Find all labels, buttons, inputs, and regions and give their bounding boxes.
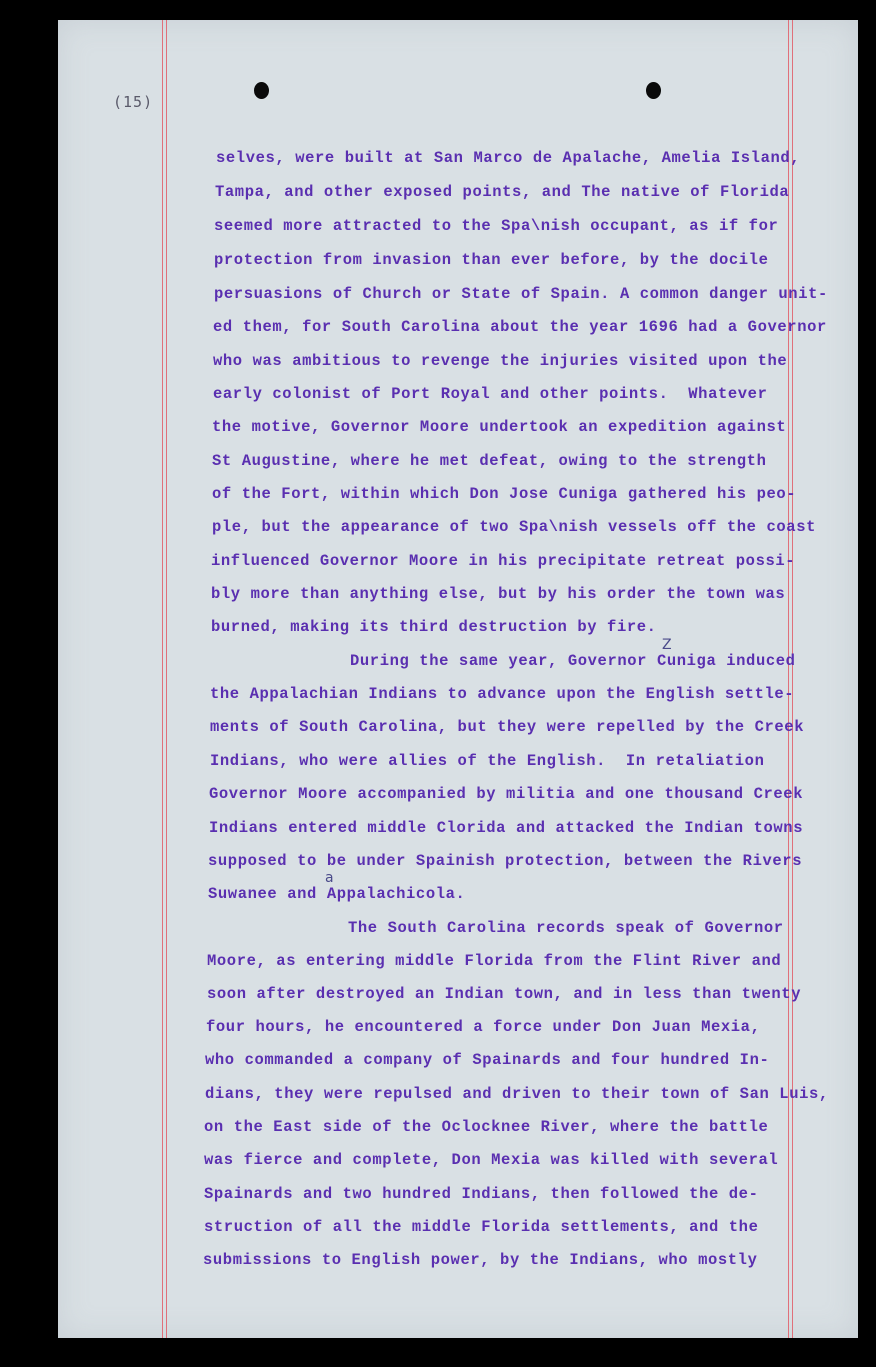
- left-margin-line-outer: [162, 20, 163, 1338]
- text-line: supposed to be under Spainish protection, between the Rivers: [208, 852, 803, 870]
- text-line: struction of all the middle Florida settlements, and the: [204, 1218, 759, 1236]
- text-line: ple, but the appearance of two Spa\nish vessels off the coast: [212, 518, 816, 536]
- text-line: on the East side of the Oclocknee River, where the battle: [204, 1118, 769, 1136]
- text-line: the Appalachian Indians to advance upon the English settle-: [210, 685, 795, 703]
- text-line: of the Fort, within which Don Jose Cuniga gathered his peo-: [212, 485, 797, 503]
- punch-hole-left: [254, 82, 269, 99]
- text-line: early colonist of Port Royal and other points. Whatever: [213, 385, 768, 403]
- right-margin-line-inner: [792, 20, 793, 1338]
- text-line: St Augustine, where he met defeat, owing to the strength: [212, 452, 767, 470]
- text-line: Indians, who were allies of the English. In retaliation: [210, 752, 765, 770]
- text-line: was fierce and complete, Don Mexia was killed with several: [204, 1151, 779, 1169]
- text-line: the motive, Governor Moore undertook an expedition against: [212, 418, 787, 436]
- text-line: Suwanee and Appalachicola.: [208, 885, 466, 903]
- text-line: persuasions of Church or State of Spain. A common danger unit-: [214, 285, 828, 303]
- text-line: burned, making its third destruction by fire.: [211, 618, 657, 636]
- text-line: who commanded a company of Spainards and four hundred In-: [205, 1051, 770, 1069]
- text-line: Tampa, and other exposed points, and The native of Florida: [215, 183, 790, 201]
- text-line: Governor Moore accompanied by militia and one thousand Creek: [209, 785, 804, 803]
- text-line: ments of South Carolina, but they were repelled by the Creek: [210, 718, 805, 736]
- text-line: The South Carolina records speak of Governor: [348, 919, 784, 937]
- text-line: ed them, for South Carolina about the year 1696 had a Governor: [213, 318, 827, 336]
- text-line: bly more than anything else, but by his order the town was: [211, 585, 786, 603]
- text-line: protection from invasion than ever before, by the docile: [214, 251, 769, 269]
- text-line: dians, they were repulsed and driven to their town of San Luis,: [205, 1085, 829, 1103]
- text-line: soon after destroyed an Indian town, and in less than twenty: [207, 985, 802, 1003]
- text-line: seemed more attracted to the Spa\nish occupant, as if for: [214, 217, 779, 235]
- page-number: (15): [113, 93, 154, 111]
- handwritten-a-correction: a: [325, 870, 334, 886]
- text-line: Spainards and two hundred Indians, then followed the de-: [204, 1185, 759, 1203]
- punch-hole-right: [646, 82, 661, 99]
- handwritten-z-correction: Z: [662, 637, 672, 653]
- text-line: During the same year, Governor Cuniga induced: [350, 652, 796, 670]
- text-line: who was ambitious to revenge the injuries visited upon the: [213, 352, 788, 370]
- text-line: submissions to English power, by the Indians, who mostly: [203, 1251, 758, 1269]
- text-line: Indians entered middle Clorida and attacked the Indian towns: [209, 819, 804, 837]
- document-page: [58, 20, 858, 1338]
- text-line: four hours, he encountered a force under Don Juan Mexia,: [206, 1018, 761, 1036]
- left-margin-line-inner: [166, 20, 167, 1338]
- right-margin-line-outer: [788, 20, 789, 1338]
- text-line: Moore, as entering middle Florida from the Flint River and: [207, 952, 782, 970]
- text-line: influenced Governor Moore in his precipitate retreat possi-: [211, 552, 796, 570]
- text-line: selves, were built at San Marco de Apalache, Amelia Island,: [216, 149, 801, 167]
